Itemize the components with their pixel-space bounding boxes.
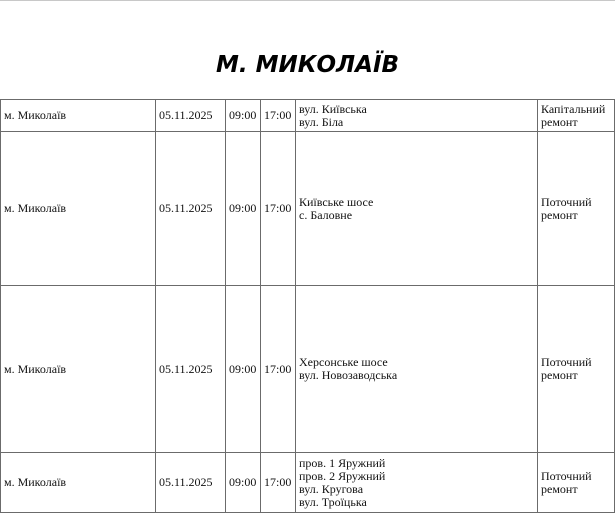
end-time-cell: 17:00 <box>261 132 296 286</box>
street: пров. 2 Яружний <box>299 468 386 483</box>
work-type-cell <box>538 100 615 132</box>
street: вул. Біла <box>299 114 344 129</box>
street: пров. 1 Яружний <box>299 455 386 470</box>
start-time-cell: 09:00 <box>226 453 261 513</box>
start-time-cell: 09:00 <box>226 286 261 453</box>
streets-cell <box>296 100 538 132</box>
end-time-cell: 17:00 <box>261 286 296 453</box>
start-time-cell: 09:00 <box>226 100 261 132</box>
table-row <box>1 286 615 453</box>
work-type-cell <box>538 453 615 513</box>
streets-cell <box>296 286 538 453</box>
street: вул. Київська <box>299 101 367 116</box>
end-time-cell: 17:00 <box>261 100 296 132</box>
city-cell: м. Миколаїв <box>1 100 156 132</box>
table-row <box>1 100 615 132</box>
date-cell: 05.11.2025 <box>156 453 226 513</box>
table-row <box>1 453 615 513</box>
work-type-line1: Поточний <box>541 194 592 209</box>
city-cell: м. Миколаїв <box>1 286 156 453</box>
street: вул. Троїцька <box>299 494 367 509</box>
work-type-line1: Поточний <box>541 355 592 369</box>
work-type-line1: Капітальний <box>541 102 606 116</box>
street: с. Баловне <box>299 207 353 222</box>
work-type-line2: ремонт <box>541 115 578 129</box>
street: вул. Новозаводська <box>299 368 398 382</box>
start-time-cell: 09:00 <box>226 132 261 286</box>
date-cell: 05.11.2025 <box>156 100 226 132</box>
streets-cell <box>296 132 538 286</box>
work-type-cell <box>538 132 615 286</box>
street: вул. Кругова <box>299 481 364 496</box>
work-type-line2: ремонт <box>541 481 578 496</box>
outage-schedule-table <box>0 99 615 513</box>
table-row <box>1 132 615 286</box>
work-type-line2: ремонт <box>541 207 578 222</box>
work-type-line1: Поточний <box>541 468 592 483</box>
work-type-line2: ремонт <box>541 368 578 382</box>
end-time-cell: 17:00 <box>261 453 296 513</box>
city-cell: м. Миколаїв <box>1 132 156 286</box>
city-cell: м. Миколаїв <box>1 453 156 513</box>
date-cell: 05.11.2025 <box>156 286 226 453</box>
date-cell: 05.11.2025 <box>156 132 226 286</box>
page-title: М. МИКОЛАЇВ <box>215 52 400 78</box>
streets-cell <box>296 453 538 513</box>
street: Київське шосе <box>299 194 374 209</box>
work-type-cell <box>538 286 615 453</box>
outage-schedule-table-wrapper <box>0 99 615 513</box>
street: Херсонське шосе <box>299 355 388 369</box>
top-divider <box>0 0 615 1</box>
